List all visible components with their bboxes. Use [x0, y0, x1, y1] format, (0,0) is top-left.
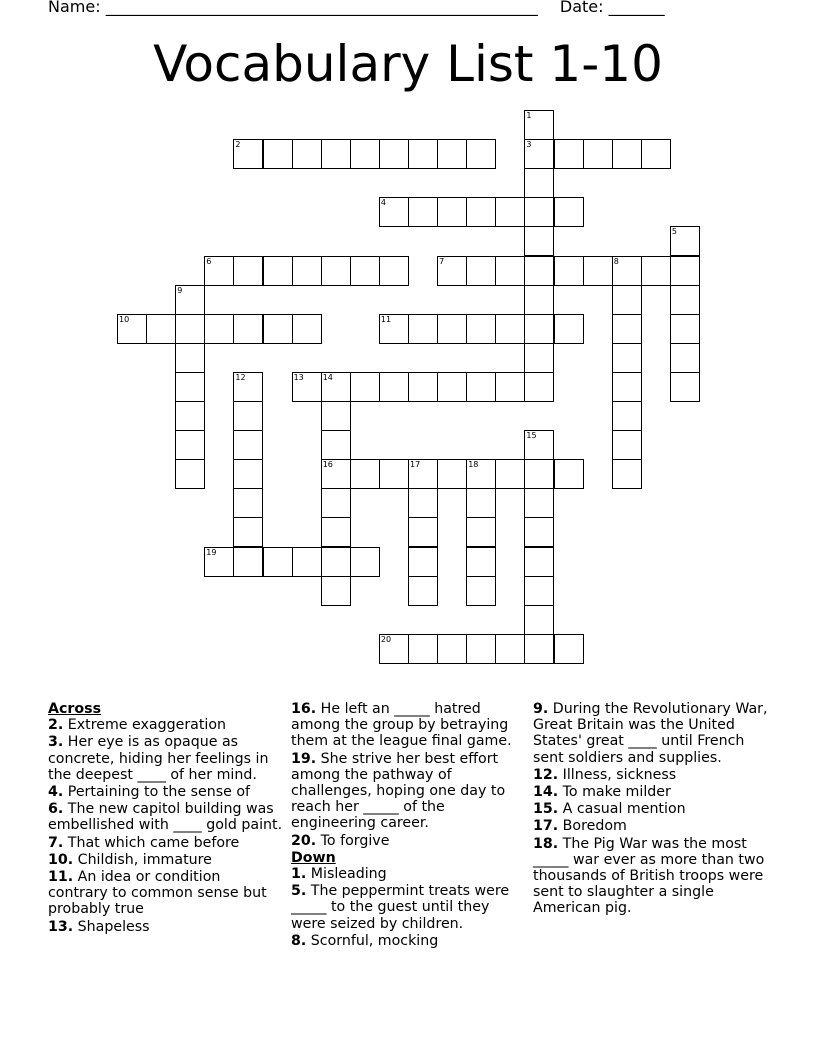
crossword-cell[interactable]: [321, 401, 351, 431]
clue-number-label: 14: [322, 372, 333, 382]
crossword-cell[interactable]: [350, 547, 380, 577]
crossword-cell[interactable]: [437, 197, 467, 227]
crossword-cell[interactable]: [641, 256, 671, 286]
crossword-cell[interactable]: [612, 372, 642, 402]
crossword-cell[interactable]: [495, 372, 525, 402]
crossword-cell[interactable]: [175, 372, 205, 402]
crossword-cell[interactable]: [408, 576, 438, 606]
clue-down-5: 5. The peppermint treats were _____ to the guest until they were seized by children.: [291, 883, 510, 932]
crossword-cell[interactable]: [495, 197, 525, 227]
clue-column-1: [48, 701, 284, 936]
across-heading: Across: [48, 701, 102, 717]
clue-across-2: 2. Extreme exaggeration: [48, 717, 227, 734]
clue-down-14: 14. To make milder: [533, 784, 671, 801]
crossword-cell[interactable]: [146, 314, 176, 344]
crossword-cell[interactable]: [350, 459, 380, 489]
crossword-cell[interactable]: [495, 634, 525, 664]
clue-down-1: 1. Misleading: [291, 866, 387, 883]
crossword-cell[interactable]: [233, 256, 263, 286]
crossword-cell[interactable]: [350, 256, 380, 286]
crossword-cell[interactable]: [670, 343, 700, 373]
crossword-cell[interactable]: [524, 488, 554, 518]
crossword-cell[interactable]: [379, 459, 409, 489]
clue-number-label: 13: [293, 372, 304, 382]
crossword-cell[interactable]: [524, 634, 554, 664]
clue-down-8: 8. Scornful, mocking: [291, 932, 439, 949]
crossword-cell[interactable]: [263, 256, 293, 286]
clue-down-18: 18. The Pig War was the most _____ war ever as more than two thousands of British troops were sent to slaughter a single American pig.: [533, 835, 765, 917]
crossword-cell[interactable]: [233, 459, 263, 489]
crossword-cell[interactable]: [554, 459, 584, 489]
crossword-cell[interactable]: [641, 139, 671, 169]
crossword-cell[interactable]: [263, 314, 293, 344]
crossword-cell[interactable]: [379, 256, 409, 286]
clue-across-3: 3. Her eye is as opaque as concrete, hiding her feelings in the deepest ____ of her mind.: [48, 734, 269, 783]
crossword-cell[interactable]: [233, 314, 263, 344]
crossword-cell[interactable]: [554, 256, 584, 286]
crossword-cell[interactable]: [379, 139, 409, 169]
crossword-cell[interactable]: [408, 197, 438, 227]
clue-number-label: 6: [206, 256, 212, 266]
clue-across-19: 19. She strive her best effort among the pathway of challenges, hoping one day to reach her _____ of the engineering career.: [291, 750, 506, 832]
crossword-cell[interactable]: [263, 547, 293, 577]
clue-number-label: 16: [322, 460, 333, 470]
crossword-cell[interactable]: [612, 343, 642, 373]
crossword-cell[interactable]: [466, 488, 496, 518]
crossword-cell[interactable]: [321, 139, 351, 169]
crossword-cell[interactable]: [408, 372, 438, 402]
clue-number-label: 7: [439, 256, 445, 266]
crossword-cell[interactable]: [612, 459, 642, 489]
crossword-cell[interactable]: [583, 139, 613, 169]
clue-across-6: 6. The new capitol building was embellished with ____ gold paint.: [48, 801, 283, 834]
crossword-cell[interactable]: [524, 517, 554, 547]
crossword-cell[interactable]: [554, 314, 584, 344]
crossword-cell[interactable]: [321, 547, 351, 577]
crossword-cell[interactable]: [495, 314, 525, 344]
crossword-cell[interactable]: [670, 372, 700, 402]
crossword-cell[interactable]: [408, 547, 438, 577]
crossword-cell[interactable]: [292, 547, 322, 577]
crossword-cell[interactable]: [350, 372, 380, 402]
crossword-cell[interactable]: [321, 430, 351, 460]
crossword-cell[interactable]: [524, 547, 554, 577]
crossword-cell[interactable]: [524, 605, 554, 635]
crossword-cell[interactable]: [466, 314, 496, 344]
crossword-cell[interactable]: [466, 372, 496, 402]
crossword-cell[interactable]: [554, 634, 584, 664]
clue-column-3: [533, 701, 769, 918]
clue-across-20: 20. To forgive: [291, 832, 390, 849]
crossword-cell[interactable]: [233, 401, 263, 431]
crossword-cell[interactable]: [175, 343, 205, 373]
crossword-cell[interactable]: [524, 197, 554, 227]
clue-across-16: 16. He left an _____ hatred among the group by betraying them at the league final game.: [291, 701, 512, 750]
clue-number-label: 17: [410, 460, 421, 470]
crossword-cell[interactable]: [495, 459, 525, 489]
crossword-cell[interactable]: [233, 517, 263, 547]
clue-down-9: 9. During the Revolutionary War, Great Britain was the United States' great ____ until French sent soldiers and supplies.: [533, 701, 768, 766]
crossword-cell[interactable]: [233, 547, 263, 577]
crossword-cell[interactable]: [408, 139, 438, 169]
clue-number-label: 15: [526, 431, 537, 441]
crossword-cell[interactable]: [612, 285, 642, 315]
clue-number-label: 2: [235, 140, 241, 150]
crossword-cell[interactable]: [321, 517, 351, 547]
crossword-cell[interactable]: [466, 517, 496, 547]
clue-across-4: 4. Pertaining to the sense of: [48, 784, 250, 801]
name-blank[interactable]: ______________________________________________________: [105, 0, 538, 16]
clue-down-17: 17. Boredom: [533, 818, 627, 835]
clue-across-11: 11. An idea or condition contrary to common sense but probably true: [48, 869, 267, 918]
clue-number-label: 10: [119, 314, 130, 324]
clue-number-label: 18: [468, 460, 479, 470]
date-label: Date:: [559, 0, 604, 16]
crossword-cell[interactable]: [554, 139, 584, 169]
crossword-cell[interactable]: [466, 256, 496, 286]
crossword-cell[interactable]: [437, 314, 467, 344]
crossword-cell[interactable]: [321, 576, 351, 606]
crossword-cell[interactable]: [233, 488, 263, 518]
clue-across-7: 7. That which came before: [48, 834, 240, 851]
name-label: Name:: [48, 0, 101, 16]
crossword-cell[interactable]: [350, 139, 380, 169]
crossword-cell[interactable]: [466, 576, 496, 606]
clue-number-label: 1: [526, 111, 532, 120]
crossword-cell[interactable]: [612, 430, 642, 460]
crossword-cell[interactable]: [437, 459, 467, 489]
date-blank[interactable]: _______: [608, 0, 665, 16]
clue-across-10: 10. Childish, immature: [48, 851, 212, 868]
crossword-cell[interactable]: [524, 168, 554, 198]
crossword-cell[interactable]: [524, 343, 554, 373]
crossword-cell[interactable]: [466, 197, 496, 227]
clue-number-label: 19: [206, 547, 217, 557]
crossword-cell[interactable]: [437, 372, 467, 402]
clue-number-label: 3: [526, 140, 532, 150]
crossword-cell[interactable]: [524, 459, 554, 489]
crossword-cell[interactable]: [292, 139, 322, 169]
crossword-cell[interactable]: [263, 139, 293, 169]
crossword-cell[interactable]: [583, 256, 613, 286]
crossword-cell[interactable]: [524, 372, 554, 402]
crossword-cell[interactable]: [292, 256, 322, 286]
crossword-cell[interactable]: [321, 256, 351, 286]
crossword-cell[interactable]: [379, 372, 409, 402]
crossword-cell[interactable]: [670, 285, 700, 315]
crossword-cell[interactable]: [524, 314, 554, 344]
crossword-cell[interactable]: [175, 430, 205, 460]
crossword-cell[interactable]: [466, 547, 496, 577]
clue-across-13: 13. Shapeless: [48, 918, 150, 935]
crossword-cell[interactable]: [408, 634, 438, 664]
clue-down-15: 15. A casual mention: [533, 801, 686, 818]
clue-number-label: 11: [380, 314, 392, 324]
crossword-cell[interactable]: [670, 256, 700, 286]
crossword-cell[interactable]: [175, 401, 205, 431]
crossword-cell[interactable]: [292, 314, 322, 344]
crossword-cell[interactable]: [408, 488, 438, 518]
clue-column-2: [291, 701, 525, 950]
crossword-cell[interactable]: [524, 576, 554, 606]
crossword-cell[interactable]: [175, 314, 205, 344]
crossword-cell[interactable]: [408, 314, 438, 344]
crossword-cell[interactable]: [524, 256, 554, 286]
crossword-cell[interactable]: [466, 634, 496, 664]
crossword-cell[interactable]: [612, 314, 642, 344]
crossword-cell[interactable]: [612, 139, 642, 169]
clue-number-label: 9: [177, 285, 183, 295]
crossword-cell[interactable]: [495, 256, 525, 286]
crossword-cell[interactable]: [670, 314, 700, 344]
clue-number-label: 4: [380, 198, 386, 208]
clue-number-label: 5: [671, 227, 677, 237]
crossword-cell[interactable]: [524, 285, 554, 315]
clue-number-label: 12: [235, 372, 246, 382]
crossword-cell[interactable]: [175, 459, 205, 489]
crossword-cell[interactable]: [321, 488, 351, 518]
clue-number-label: 8: [613, 256, 619, 266]
crossword-cell[interactable]: [466, 139, 496, 169]
crossword-cell[interactable]: [437, 139, 467, 169]
crossword-cell[interactable]: [233, 430, 263, 460]
down-heading: Down: [291, 849, 336, 866]
clue-down-12: 12. Illness, sickness: [533, 766, 677, 783]
crossword-cell[interactable]: [204, 314, 234, 344]
crossword-cell[interactable]: [408, 517, 438, 547]
clue-number-label: 20: [380, 634, 392, 644]
page-title: Vocabulary List 1-10: [153, 35, 663, 93]
crossword-cell[interactable]: [612, 401, 642, 431]
crossword-cell[interactable]: [524, 226, 554, 256]
crossword-cell[interactable]: [437, 634, 467, 664]
crossword-cell[interactable]: [554, 197, 584, 227]
